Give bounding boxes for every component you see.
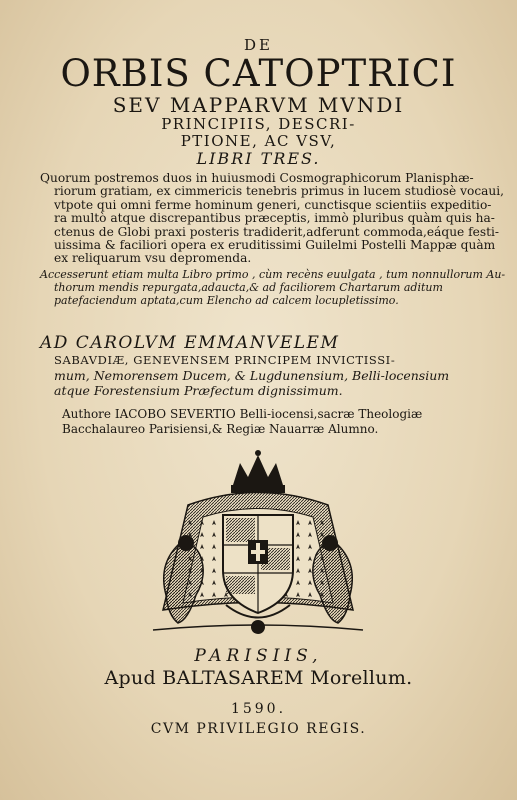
dedication-line: mum, Nemorensem Ducem, & Lugdunensium, Belli-locensium	[54, 368, 450, 383]
imprint-publisher: Apud BALTASAREM Morellum.	[104, 667, 413, 689]
title-line-principiis: PRINCIPIIS, DESCRI-	[161, 115, 356, 133]
author-statement	[62, 407, 482, 437]
dedication-line: atque Forestensium Præfectum dignissimum.	[54, 383, 343, 398]
author-line: Bacchalaureo Parisiensi,& Regiæ Nauarræ Alumno.	[62, 422, 379, 436]
title-de: DE	[244, 36, 273, 54]
title-line-ptione: PTIONE, AC VSV,	[180, 132, 337, 150]
author-line: Authore IACOBO SEVERTIO Belli-iocensi,sacræ Theologiæ	[62, 407, 423, 421]
description-line: ra multò atque discrepantibus præceptis, immò pluribus quàm quis ha-	[54, 211, 495, 226]
title-subtitle: SEV MAPPARVM MVNDI	[112, 93, 405, 117]
dedication-line: SABAVDIÆ, GENEVENSEM PRINCIPEM INVICTISSI-	[54, 353, 396, 367]
title-main: ORBIS CATOPTRICI	[60, 52, 457, 95]
description-line: vtpote qui omni ferme hominum generi, cunctisque scientiis expeditio-	[54, 197, 492, 212]
dedication-heading: AD CAROLVM EMMANVELEM	[40, 333, 340, 353]
description-line: ex reliquarum vsu depromenda.	[54, 251, 252, 266]
coat-of-arms-woodcut	[148, 445, 368, 645]
description-line: ctenus de Globi praxi posteris tradiderit,adferunt commoda,eáque festi-	[54, 224, 500, 239]
description-line: uissima & faciliori opera ex eruditissimi Guilelmi Postelli Mappæ quàm	[54, 238, 496, 253]
imprint-year: 1590.	[230, 701, 287, 717]
libri-tres: LIBRI TRES.	[196, 149, 321, 168]
note-line: thorum mendis repurgata,adaucta,& ad faciliorem Chartarum aditum	[54, 281, 443, 294]
description-line: riorum gratiam, ex cimmericis tenebris primus in lucem studiosè vocaui,	[54, 184, 505, 199]
description-line: Quorum postremos duos in huiusmodi Cosmographicorum Planisphæ-	[40, 171, 474, 185]
dedication	[40, 334, 480, 398]
note-line: Accesserunt etiam multa Libro primo , cùm recèns euulgata , tum nonnullorum Au-	[40, 268, 506, 281]
additions-note	[40, 268, 506, 307]
note-line: patefaciendum aptata,cum Elencho ad calcem locupletissimo.	[54, 294, 399, 307]
royal-privilege: CVM PRIVILEGIO REGIS.	[150, 721, 367, 737]
imprint-city: PARISIIS,	[194, 646, 323, 666]
description-paragraph	[40, 171, 505, 266]
